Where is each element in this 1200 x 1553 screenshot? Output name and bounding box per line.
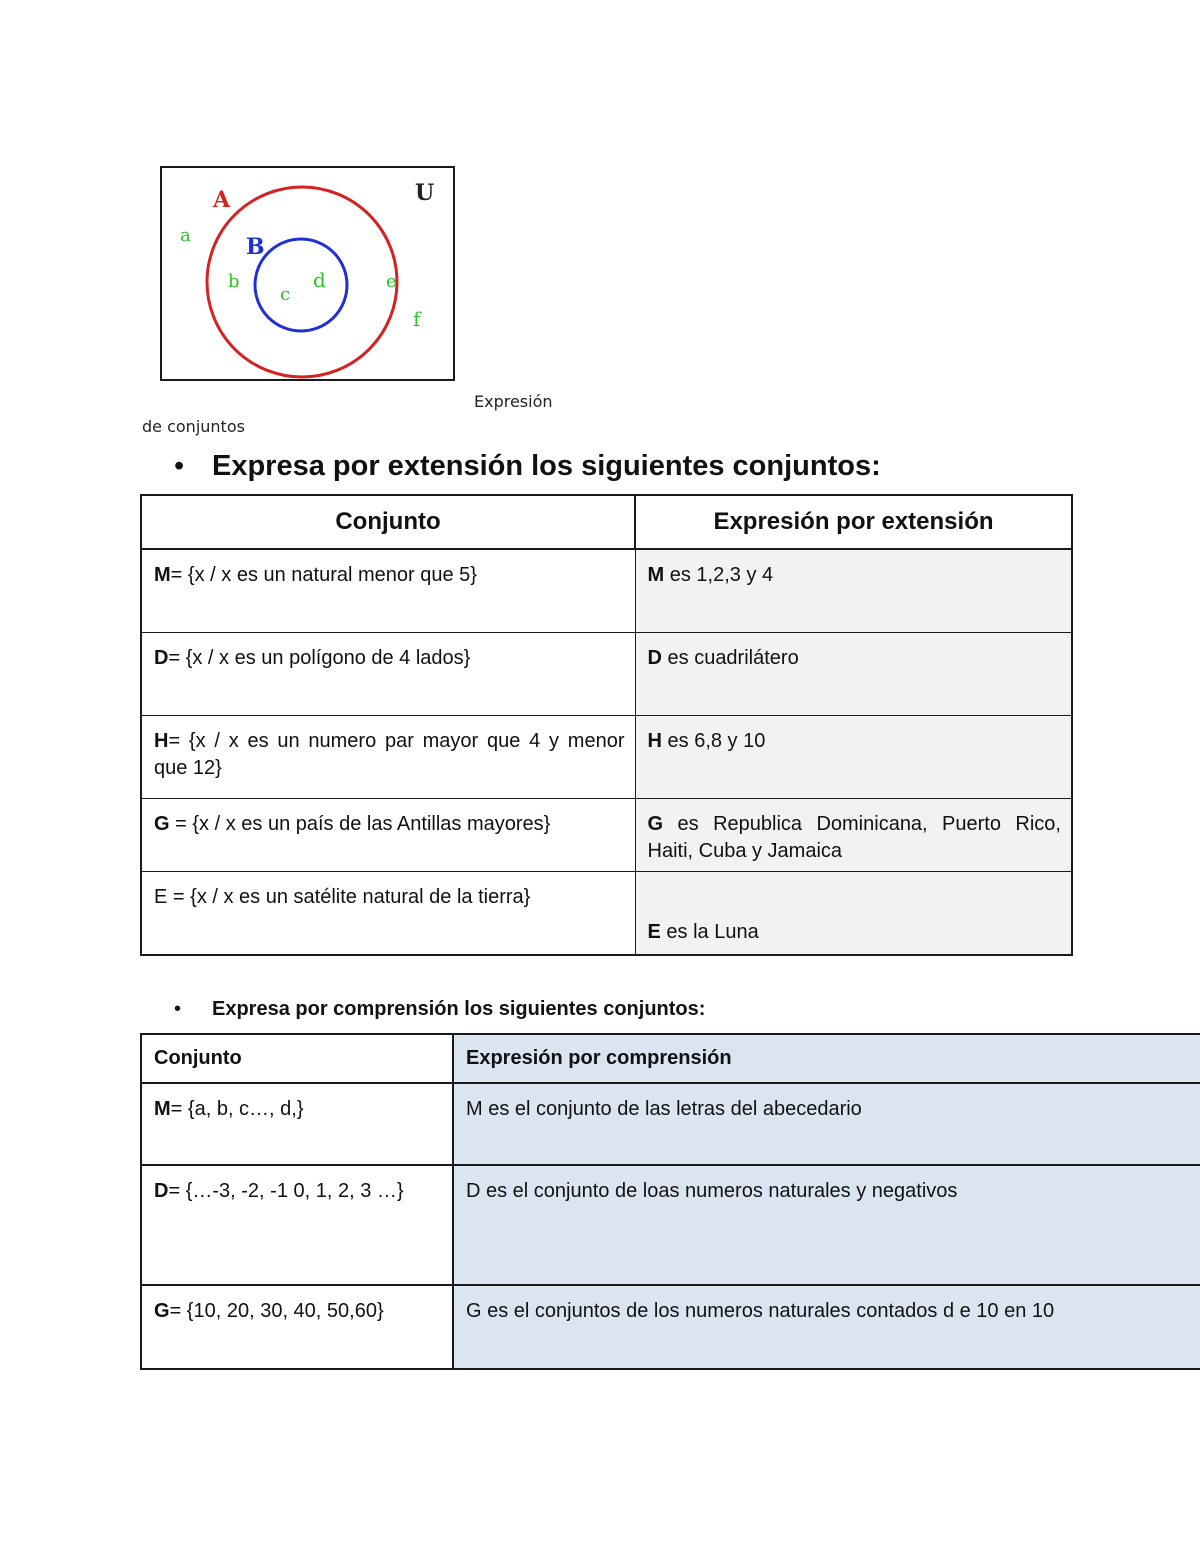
- bullet-icon: •: [174, 450, 185, 482]
- element-e: e: [386, 271, 397, 292]
- set-name: H: [154, 729, 169, 752]
- set-expression: [635, 871, 1072, 955]
- bullet-icon: •: [174, 998, 182, 1020]
- extension-table: [140, 494, 1073, 956]
- set-elements: = {a, b, c…, d,}: [170, 1098, 304, 1120]
- set-name: D: [154, 646, 169, 669]
- section1-heading: [174, 450, 881, 483]
- set-rule: = {x / x es un polígono de 4 lados}: [168, 646, 471, 669]
- venn-diagram: [160, 166, 456, 382]
- set-rule: = {x / x es un país de las Antillas mayores}: [169, 812, 551, 835]
- table-row: [141, 1165, 1200, 1285]
- set-name: G: [154, 812, 170, 835]
- set-name: G: [647, 812, 664, 835]
- set-definition: [141, 1165, 453, 1285]
- set-b-label: B: [246, 234, 265, 260]
- header-conjunto: Conjunto: [141, 495, 635, 549]
- set-definition: [141, 798, 635, 871]
- table-row: [141, 632, 1072, 715]
- comprehension-table: [140, 1033, 1200, 1370]
- set-definition: [141, 1083, 453, 1165]
- set-expression: D es el conjunto de loas numeros naturales y negativos: [453, 1165, 1200, 1285]
- table-row: [141, 871, 1072, 955]
- set-definition: [141, 632, 635, 715]
- set-expression: M es el conjunto de las letras del abecedario: [453, 1083, 1200, 1165]
- table-row: [141, 549, 1072, 632]
- table-header-row: [141, 1034, 1200, 1083]
- set-elements: es la Luna: [660, 921, 759, 943]
- set-definition: [141, 871, 635, 955]
- set-elements: = {…-3, -2, -1 0, 1, 2, 3 …}: [168, 1180, 404, 1202]
- header-expresion: Expresión por extensión: [635, 495, 1072, 549]
- table-row: [141, 1285, 1200, 1369]
- set-expression: [635, 549, 1072, 632]
- universe-label: U: [415, 180, 435, 206]
- set-name: E: [647, 921, 661, 943]
- set-rule: = {x / x es un numero par mayor que 4 y menor que 12}: [154, 729, 625, 779]
- set-expression: [635, 798, 1072, 871]
- set-expression: [635, 632, 1072, 715]
- set-elements: = {10, 20, 30, 40, 50,60}: [169, 1300, 384, 1322]
- set-rule: E = {x / x es un satélite natural de la tierra}: [154, 885, 531, 908]
- set-elements: es cuadrilátero: [661, 646, 799, 669]
- header-expresion: Expresión por comprensión: [453, 1034, 1200, 1083]
- section2-heading: [174, 998, 705, 1021]
- caption-line-2: de conjuntos: [142, 417, 245, 436]
- header-conjunto: Conjunto: [141, 1034, 453, 1083]
- set-definition: [141, 715, 635, 798]
- table-header-row: [141, 495, 1072, 549]
- set-name: H: [647, 729, 662, 752]
- section2-heading-text: Expresa por comprensión los siguientes conjuntos:: [212, 998, 706, 1020]
- set-name: D: [154, 1180, 169, 1202]
- set-rule: = {x / x es un natural menor que 5}: [170, 564, 477, 586]
- set-definition: [141, 549, 635, 632]
- set-elements: es 1,2,3 y 4: [664, 564, 774, 586]
- element-b: b: [228, 271, 240, 292]
- table-row: [141, 798, 1072, 871]
- caption-line-1: Expresión: [474, 392, 553, 411]
- element-d: d: [313, 268, 326, 292]
- set-name: D: [647, 646, 662, 669]
- set-name: M: [154, 1098, 171, 1120]
- element-f: f: [413, 307, 421, 331]
- set-name: M: [154, 564, 171, 586]
- set-a-label: A: [213, 187, 231, 213]
- table-row: [141, 715, 1072, 798]
- set-expression: G es el conjuntos de los numeros naturales contados d e 10 en 10: [453, 1285, 1200, 1369]
- set-name: G: [154, 1300, 170, 1322]
- set-expression: [635, 715, 1072, 798]
- element-a: a: [180, 225, 191, 246]
- set-definition: [141, 1285, 453, 1369]
- table-row: [141, 1083, 1200, 1165]
- universe-frame: [161, 167, 454, 380]
- element-c: c: [280, 284, 291, 305]
- section1-heading-text: Expresa por extensión los siguientes conjuntos:: [212, 450, 881, 482]
- set-name: M: [647, 564, 665, 586]
- set-elements: es 6,8 y 10: [661, 729, 766, 752]
- set-elements: es Republica Dominicana, Puerto Rico, Haiti, Cuba y Jamaica: [647, 812, 1061, 862]
